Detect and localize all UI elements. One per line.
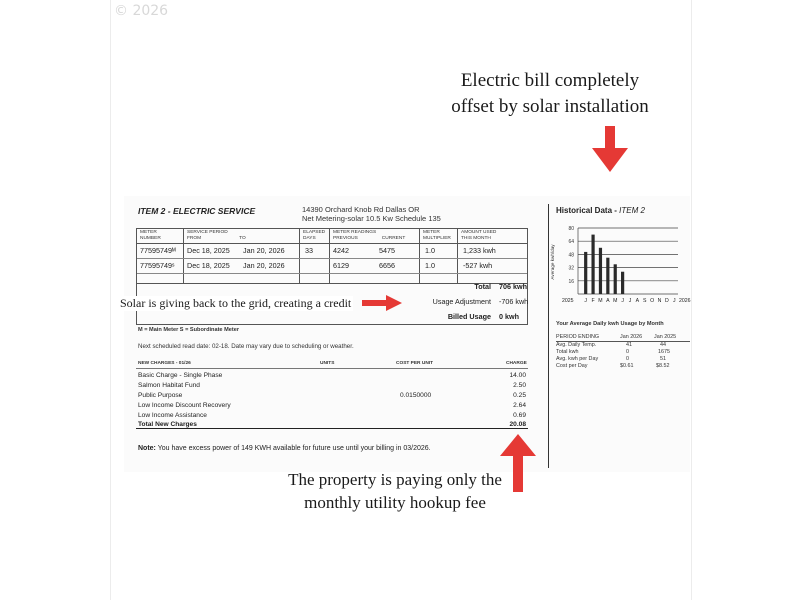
- y-tick-label: 80: [568, 226, 574, 232]
- charges-header-cost: COST PER UNIT: [396, 361, 434, 366]
- avg-table-row: Avg. kwh per Day 0 51: [556, 356, 666, 362]
- avg-table-row: Cost per Day $0.61 $8.52: [556, 363, 670, 369]
- usage-bar: [614, 264, 617, 294]
- header-meter: METER NUMBER: [140, 230, 161, 241]
- historical-data-title: Historical Data - ITEM 2: [556, 206, 645, 215]
- charge-amount: 0.25: [513, 392, 526, 399]
- x-end-year-label: 2026: [679, 298, 691, 304]
- header-amount-used: AMOUNT USED THIS MONTH: [461, 230, 497, 241]
- schedule-note: Next scheduled read date: 02-18. Date may vary due to scheduling or weather.: [138, 343, 354, 350]
- note-text: You have excess power of 149 KWH available for future use until your billing in 03/2026.: [157, 445, 431, 452]
- billed-usage-label: Billed Usage: [447, 312, 491, 321]
- top-callout: [430, 68, 670, 120]
- meter-table: [136, 228, 528, 284]
- usage-bar: [621, 272, 624, 294]
- note-prefix: Note:: [138, 445, 156, 452]
- y-tick-label: 48: [568, 252, 574, 259]
- copyright-watermark: © 2026: [114, 3, 169, 19]
- section-title: ITEM 2 - ELECTRIC SERVICE: [138, 206, 256, 216]
- x-tick-label: J: [621, 298, 624, 304]
- x-tick-label: J: [628, 298, 632, 304]
- x-tick-label: D: [665, 298, 669, 304]
- right-arrow-icon: [362, 295, 402, 311]
- usage-bar: [599, 248, 602, 294]
- charge-item: Public Purpose: [138, 392, 183, 399]
- charges-header-label: NEW CHARGES - 01/26: [138, 361, 191, 366]
- x-tick-label: J: [584, 298, 587, 304]
- bottom-callout: [270, 468, 520, 514]
- address-line-1: 14390 Orchard Knob Rd Dallas OR: [302, 205, 420, 214]
- charge-item: Low Income Assistance: [138, 412, 207, 419]
- x-tick-label: A: [635, 298, 640, 304]
- service-address: [302, 205, 441, 223]
- meter-table-header: [137, 229, 527, 244]
- meter-row: 77595749ᴹ Dec 18, 2025 Jan 20, 2026 33 4242 5475 1.0 1,233 kwh: [137, 243, 527, 259]
- bottom-callout-line-2: monthly utility hookup fee: [304, 493, 486, 512]
- avg-table-row: Avg. Daily Temp. 41 44: [556, 342, 666, 348]
- x-tick-label: M: [598, 298, 603, 304]
- y-tick-label: 64: [568, 239, 574, 246]
- down-arrow-icon: [592, 126, 628, 172]
- y-axis-label: Average kwh/day: [550, 244, 555, 280]
- avg-usage-table: [556, 334, 690, 370]
- x-tick-label: S: [643, 298, 647, 304]
- charges-rule: [136, 368, 528, 369]
- total-new-charges-label: Total New Charges: [138, 421, 197, 428]
- usage-bar: [584, 252, 587, 294]
- charge-rate: 0.0150000: [400, 392, 432, 399]
- charge-amount: 14.00: [509, 372, 526, 379]
- usage-adjustment-label: Usage Adjustment: [432, 297, 491, 306]
- charge-item: Low Income Discount Recovery: [138, 402, 231, 409]
- x-tick-label: O: [650, 298, 655, 304]
- historical-usage-chart: [546, 222, 691, 314]
- y-tick-label: 16: [568, 278, 574, 285]
- charge-item: Salmon Habitat Fund: [138, 382, 200, 389]
- total-value: 706 kwh: [499, 282, 527, 291]
- charge-amount: 2.50: [513, 382, 526, 389]
- charges-header-charge: CHARGE: [506, 361, 527, 366]
- header-meter-readings: METER READINGS PREVIOUS CURRENT: [333, 230, 406, 241]
- header-multiplier: METER MULTIPLIER: [423, 230, 451, 241]
- avg-usage-title: Your Average Daily kwh Usage by Month: [556, 321, 664, 327]
- meter-legend: M = Main Meter S = Subordinate Meter: [138, 327, 240, 333]
- top-callout-line-1: Electric bill completely: [460, 70, 640, 91]
- billed-usage-value: 0 kwh: [499, 312, 519, 321]
- up-arrow-icon: [500, 434, 536, 492]
- y-tick-label: 32: [568, 265, 574, 272]
- charge-amount: 0.69: [513, 412, 526, 419]
- avg-table-header: PERIOD ENDING Jan 2026 Jan 2025: [556, 334, 690, 342]
- usage-bar: [591, 235, 594, 294]
- meter-row: 77595749ˢ Dec 18, 2025 Jan 20, 2026 6129 6656 1.0 -527 kwh: [137, 258, 527, 274]
- bottom-callout-line-1: The property is paying only the: [288, 470, 502, 489]
- usage-bar: [606, 258, 609, 294]
- avg-table-row: Total kwh 0 1675: [556, 349, 670, 355]
- charges-header-units: UNITS: [320, 361, 335, 366]
- x-tick-label: M: [613, 298, 618, 304]
- usage-adjustment-value: -706 kwh: [499, 297, 529, 306]
- excess-power-note: [138, 445, 431, 452]
- electric-bill-document: [124, 196, 690, 472]
- x-start-year-label: 2025: [562, 298, 574, 304]
- middle-callout: Solar is giving back to the grid, creating a credit: [120, 296, 352, 310]
- header-elapsed-days: ELAPSED DAYS: [303, 230, 326, 241]
- total-label: Total: [474, 282, 491, 291]
- address-line-2: Net Metering-solar 10.5 Kw Schedule 135: [302, 214, 441, 223]
- x-tick-label: J: [673, 298, 676, 304]
- header-service-period: SERVICE PERIOD FROM TO: [187, 230, 246, 241]
- charges-total-rule: [136, 428, 528, 429]
- charge-amount: 2.64: [513, 402, 526, 409]
- total-new-charges-amount: 20.08: [509, 421, 526, 428]
- x-tick-label: N: [657, 298, 662, 304]
- x-tick-label: F: [591, 298, 595, 304]
- x-tick-label: A: [606, 298, 610, 304]
- top-callout-line-2: offset by solar installation: [451, 96, 649, 117]
- charge-item: Basic Charge - Single Phase: [138, 372, 223, 379]
